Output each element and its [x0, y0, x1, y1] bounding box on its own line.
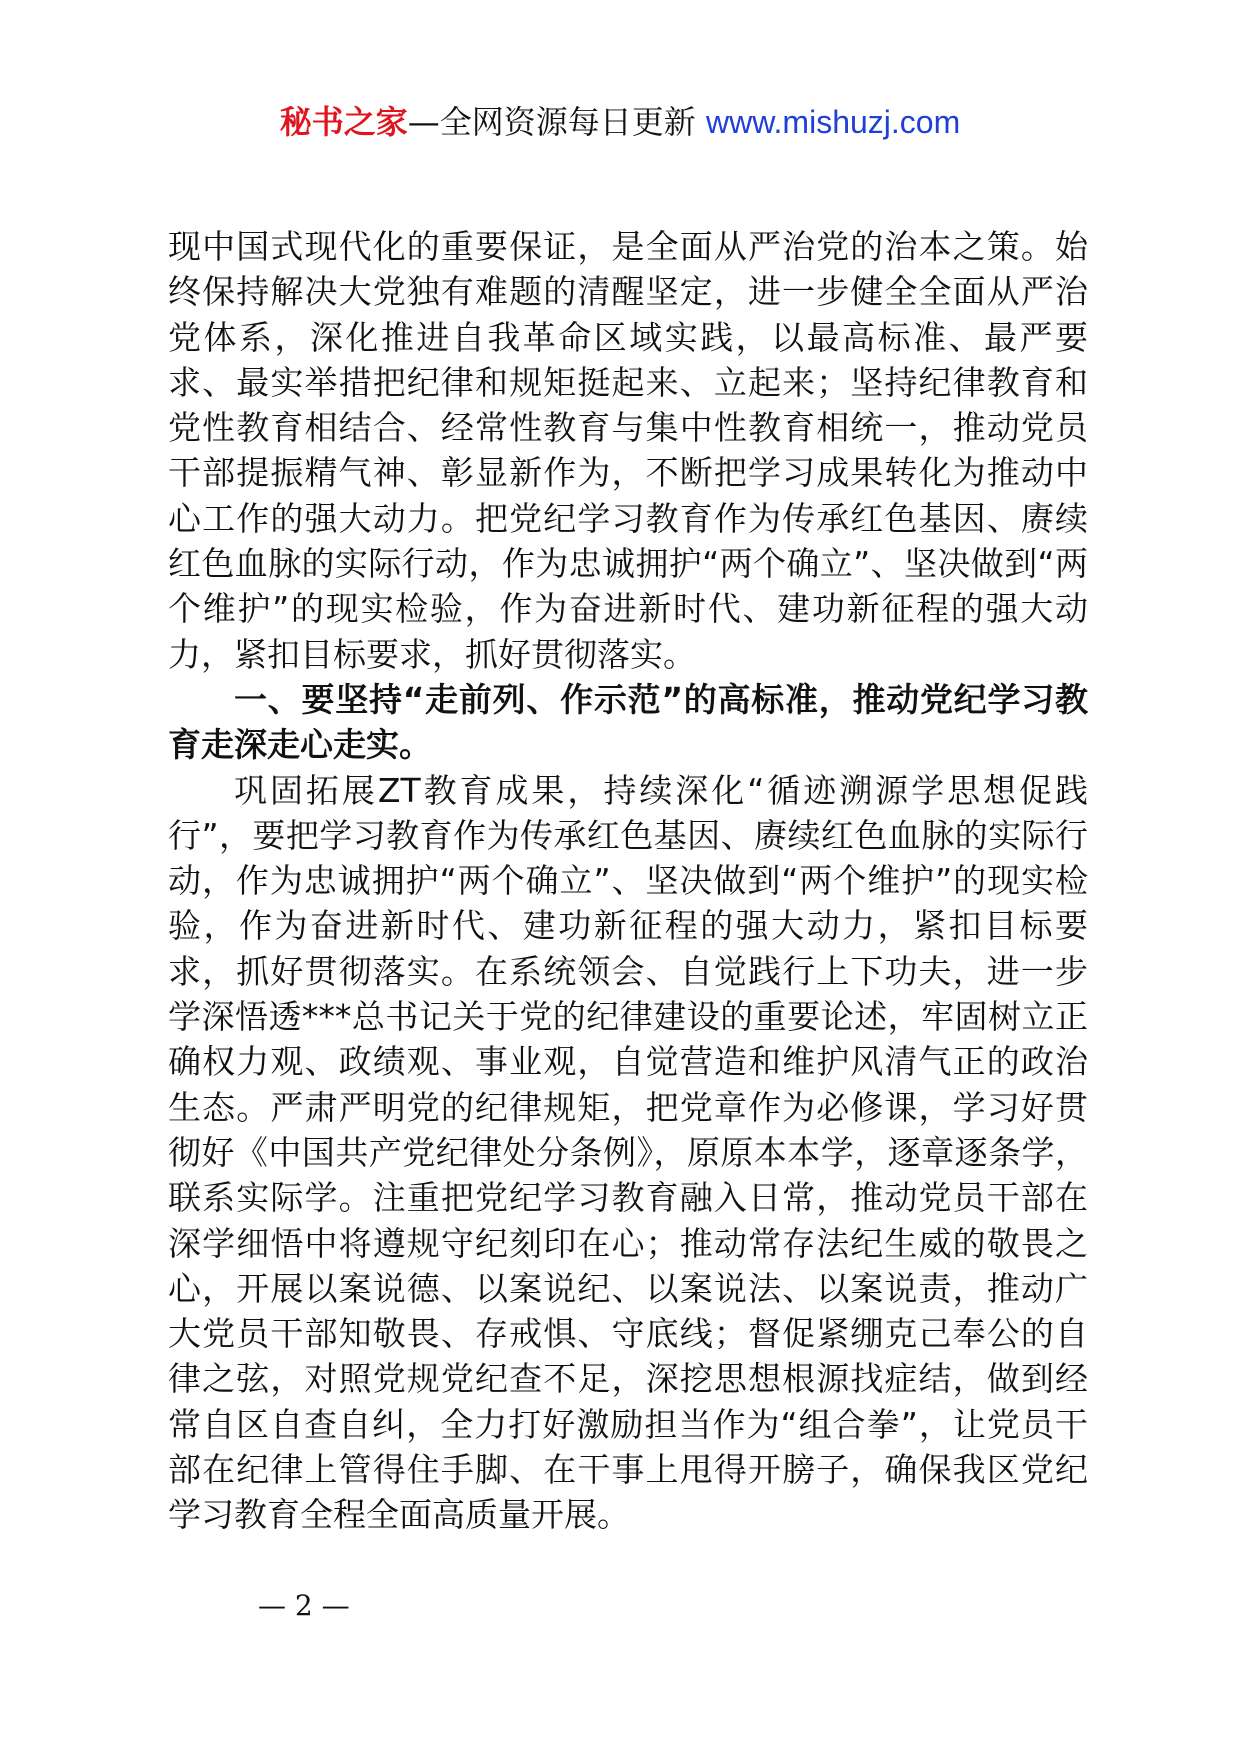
page-number: — 2 — [258, 1589, 350, 1622]
paragraph-continued: 现中国式现代化的重要保证，是全面从严治党的治本之策。始终保持解决大党独有难题的清醒坚定，进一步健全全面从严治党体系，深化推进自我革命区域实践，以最高标准、最严要求、最实举措把纪律和规矩挺起来、立起来；坚持纪律教育和党性教育相结合、经常性教育与集中性教育相统一，推动党员干部提振精气神、彰显新作为，不断把学习成果转化为推动中心工作的强大动力。把党纪学习教育作为传承红色基因、赓续红色血脉的实际行动，作为忠诚拥护“两个确立”、坚决做到“两个维护”的现实检验，作为奋进新时代、建功新征程的强大动力，紧扣目标要求，抓好贯彻落实。 [168, 227, 1088, 674]
header-tagline: —全网资源每日更新 [407, 103, 696, 141]
section-heading-1 [168, 677, 1088, 768]
section-heading-1-prefix: 一、要坚持“走前列、作示范”的高标准， [234, 679, 853, 719]
paragraph-section-1: 巩固拓展ZT教育成果，持续深化“循迹溯源学思想促践行”，要把学习教育作为传承红色基因、赓续红色血脉的实际行动，作为忠诚拥护“两个确立”、坚决做到“两个维护”的现实检验，作为奋进新时代、建功新征程的强大动力，紧扣目标要求，抓好贯彻落实。在系统领会、自觉践行上下功夫，进一步学深悟透***总书记关于党的纪律建设的重要论述，牢固树立正确权力观、政绩观、事业观，自觉营造和维护风清气正的政治生态。严肃严明党的纪律规矩，把党章作为必修课，学习好贯彻好《中国共产党纪律处分条例》，原原本本学，逐章逐条学，联系实际学。注重把党纪学习教育融入日常，推动党员干部在深学细悟中将遵规守纪刻印在心；推动常存法纪生威的敬畏之心，开展以案说德、以案说纪、以案说法、以案说责，推动广大党员干部知敬畏、存戒惧、守底线；督促紧绷克己奉公的自律之弦，对照党规党纪查不足，深挖思想根源找症结，做到经常自区自查自纠，全力打好激励担当作为“组合拳”，让党员干部在纪律上管得住手脚、在干事上甩得开膀子，确保我区党纪学习教育全程全面高质量开展。 [168, 770, 1088, 1535]
document-body [168, 224, 1088, 1538]
section-heading-1-suffix: 推动党纪学习教育走深走心走实。 [168, 679, 1088, 765]
brand-name: 秘书之家 [279, 103, 408, 141]
site-header [0, 100, 1240, 144]
site-url-link[interactable]: www.mishuzj.com [705, 104, 961, 140]
